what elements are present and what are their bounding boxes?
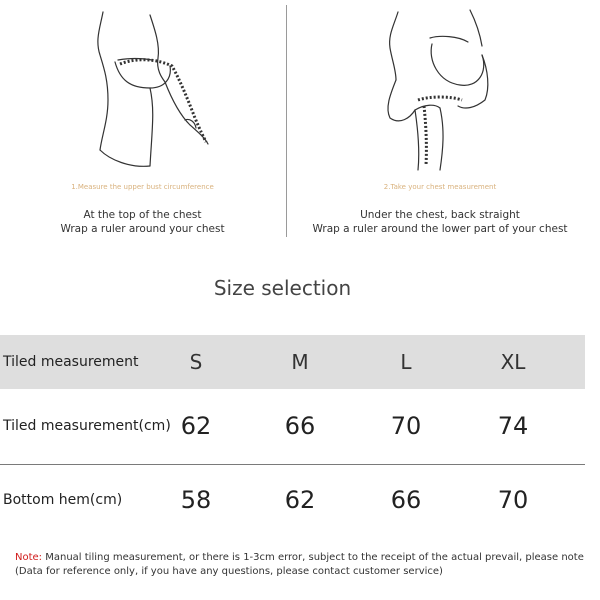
- table-cell: 58: [180, 486, 212, 514]
- table-cell: 70: [390, 412, 422, 440]
- chest-measurement-illustration: [290, 0, 590, 175]
- step-description: [0, 208, 285, 236]
- note-prefix: Note:: [15, 552, 43, 563]
- desc-line-1: Under the chest, back straight: [360, 209, 520, 221]
- measure-step-1: [0, 0, 285, 250]
- size-xl: XL: [500, 350, 526, 374]
- measurement-note: [15, 551, 595, 579]
- step-label: 1.Measure the upper bust circumference: [71, 183, 214, 191]
- table-cell: 62: [180, 412, 212, 440]
- table-cell: 74: [497, 412, 529, 440]
- note-line-1: [15, 551, 595, 565]
- row-label: Tiled measurement(cm): [3, 418, 171, 434]
- size-m: M: [291, 350, 309, 374]
- step-description: [290, 208, 590, 236]
- desc-line-2: Wrap a ruler around the lower part of your chest: [312, 223, 568, 235]
- table-cell: 62: [284, 486, 316, 514]
- upper-bust-illustration: [0, 0, 285, 175]
- table-cell: 70: [497, 486, 529, 514]
- note-line-2: (Data for reference only, if you have any questions, please contact customer service): [15, 566, 443, 577]
- row-label: Bottom hem(cm): [3, 492, 123, 508]
- size-table: [0, 335, 585, 536]
- table-cell: 66: [390, 486, 422, 514]
- desc-line-1: At the top of the chest: [83, 209, 202, 221]
- size-s: S: [189, 350, 203, 374]
- table-row: [0, 389, 585, 465]
- size-l: L: [400, 350, 412, 374]
- table-header-row: [0, 335, 585, 389]
- step-label: 2.Take your chest measurement: [383, 183, 497, 191]
- header-label: Tiled measurement: [3, 354, 139, 370]
- note-text: Manual tiling measurement, or there is 1-3cm error, subject to the receipt of the actual prevail, please note: [42, 552, 584, 563]
- desc-line-2: Wrap a ruler around your chest: [60, 223, 225, 235]
- table-row: [0, 465, 585, 536]
- table-cell: 66: [284, 412, 316, 440]
- panel-divider: [286, 5, 287, 237]
- size-selection-title: Size selection: [213, 276, 352, 300]
- measure-step-2: [290, 0, 590, 250]
